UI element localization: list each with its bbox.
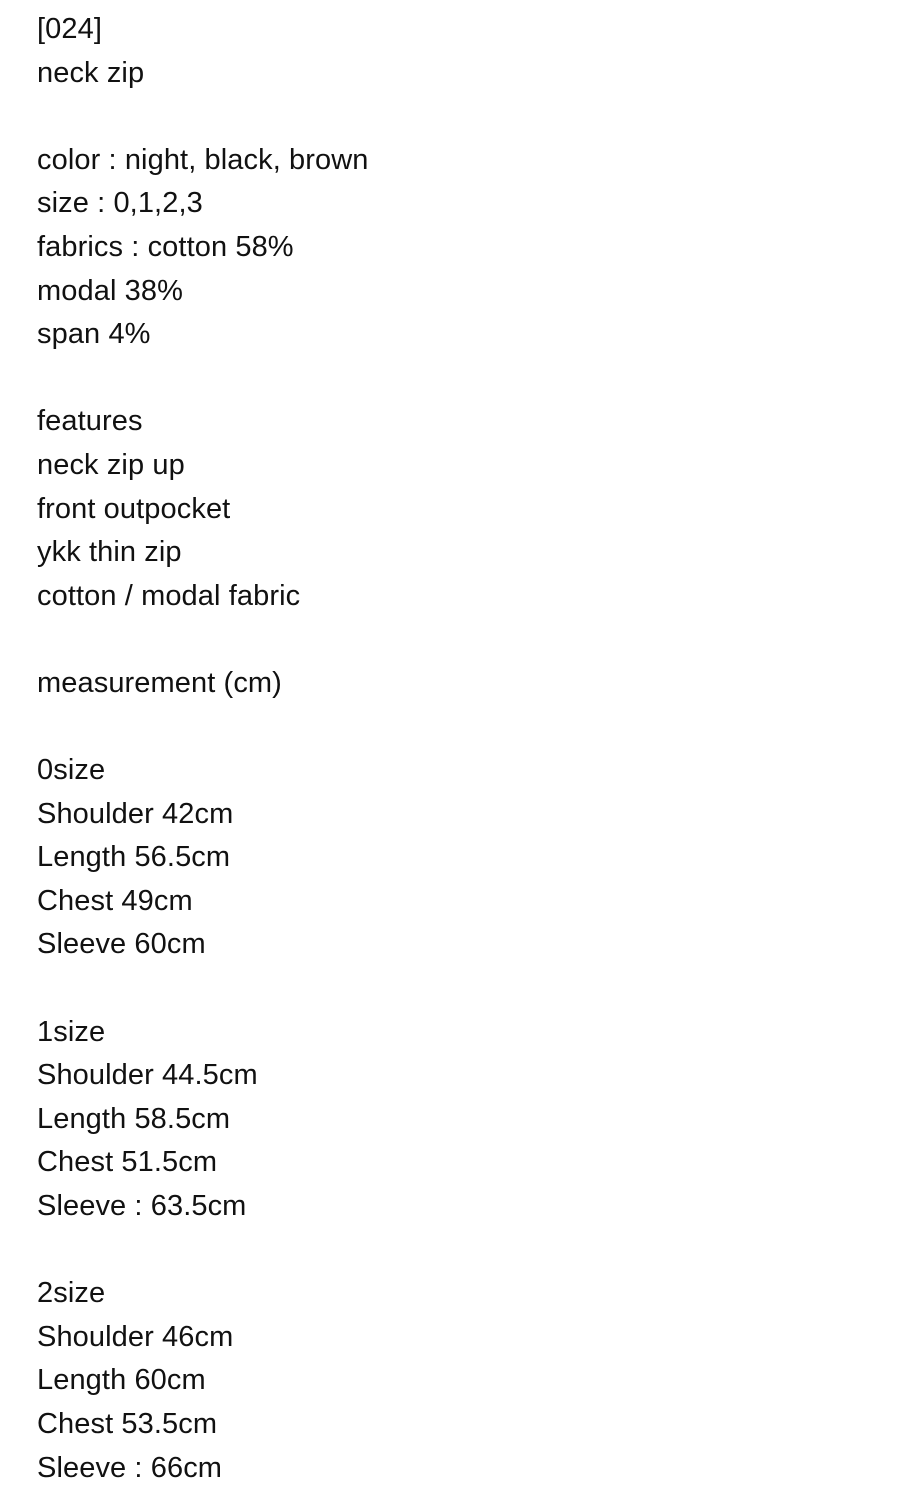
- measure-length: Length 56.5cm: [37, 841, 231, 874]
- measurement-heading: measurement (cm): [37, 666, 282, 699]
- spec-size: size : 0,1,2,3: [37, 187, 203, 220]
- measure-chest: Chest 51.5cm: [37, 1146, 218, 1179]
- measure-chest: Chest 49cm: [37, 884, 193, 917]
- size-label: 0size: [37, 754, 106, 787]
- spacer: [37, 95, 877, 139]
- spacer: [37, 967, 877, 1011]
- measure-sleeve: Sleeve 60cm: [37, 928, 206, 961]
- measure-length: Length 58.5cm: [37, 1102, 231, 1135]
- product-description: [37, 8, 877, 1490]
- measure-chest: Chest 53.5cm: [37, 1408, 218, 1440]
- spacer: [37, 706, 877, 750]
- measure-shoulder: Shoulder 46cm: [37, 1320, 234, 1353]
- features-heading: features: [37, 405, 143, 438]
- feature-item: neck zip up: [37, 448, 185, 481]
- spec-modal: modal 38%: [37, 274, 183, 307]
- measure-shoulder: Shoulder 44.5cm: [37, 1059, 258, 1092]
- spec-color: color : night, black, brown: [37, 143, 369, 176]
- measure-sleeve: Sleeve : 63.5cm: [37, 1190, 247, 1223]
- feature-item: front outpocket: [37, 492, 231, 525]
- spacer: [37, 357, 877, 401]
- measure-length: Length 60cm: [37, 1364, 206, 1397]
- product-name: neck zip: [37, 56, 145, 89]
- spacer: [37, 618, 877, 662]
- measure-sleeve: Sleeve : 66cm: [37, 1451, 223, 1484]
- size-label: 1size: [37, 1015, 106, 1048]
- spec-span: span 4%: [37, 318, 151, 351]
- feature-item: ykk thin zip: [37, 536, 182, 569]
- size-label: 2size: [37, 1277, 106, 1310]
- measure-shoulder: Shoulder 42cm: [37, 797, 234, 830]
- spacer: [37, 1229, 877, 1273]
- feature-item: cotton / modal fabric: [37, 579, 301, 612]
- spec-fabrics: fabrics : cotton 58%: [37, 230, 294, 263]
- product-code: [024]: [37, 13, 102, 45]
